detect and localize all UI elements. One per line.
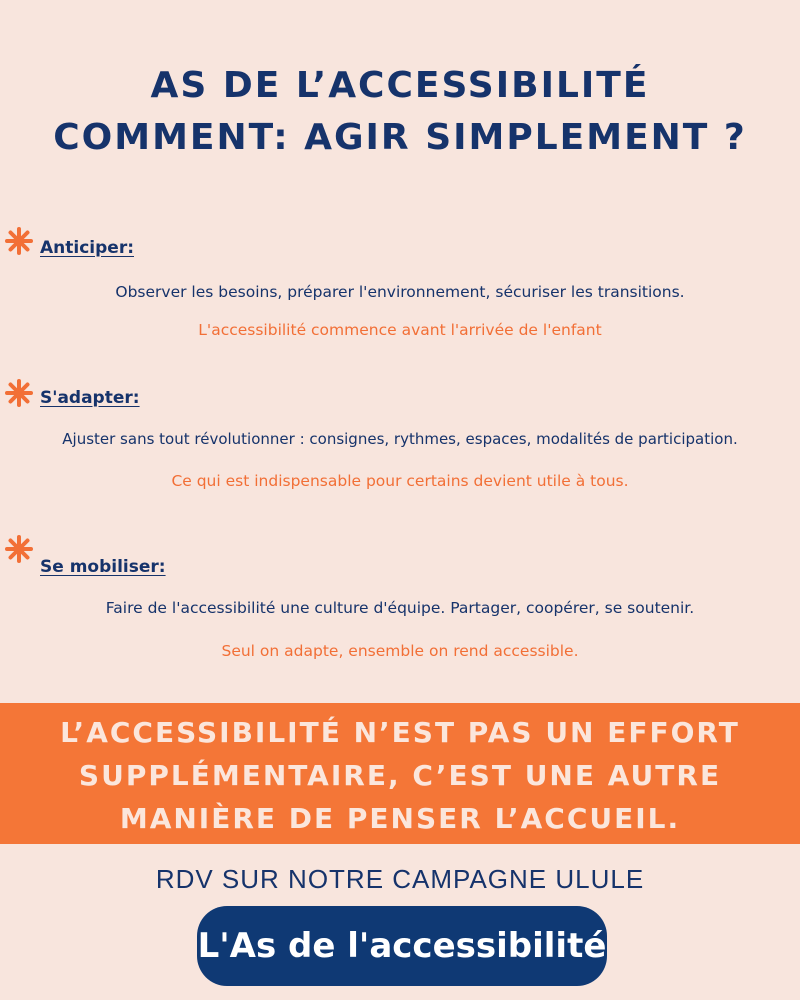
star-icon xyxy=(4,534,34,564)
section-heading: S'adapter: xyxy=(40,388,140,408)
star-icon xyxy=(4,226,34,256)
section-accent: Seul on adapte, ensemble on rend accessible. xyxy=(221,642,579,660)
section-text: Faire de l'accessibilité une culture d'équipe. Partager, coopérer, se soutenir. xyxy=(105,599,695,617)
section-accent: L'accessibilité commence avant l'arrivée de l'enfant xyxy=(198,321,602,339)
section-heading: Se mobiliser: xyxy=(40,557,166,577)
title-line-1: AS DE L’ACCESSIBILITÉ xyxy=(150,65,650,106)
banner-line-2: SUPPLÉMENTAIRE, C’EST UNE AUTRE xyxy=(78,759,722,792)
banner-line-1: L’ACCESSIBILITÉ N’EST PAS UN EFFORT xyxy=(60,716,740,749)
section-text: Observer les besoins, préparer l'environnement, sécuriser les transitions. xyxy=(115,283,685,301)
section-accent: Ce qui est indispensable pour certains devient utile à tous. xyxy=(171,472,629,490)
banner-line-3: MANIÈRE DE PENSER L’ACCUEIL. xyxy=(119,802,681,835)
section-heading: Anticiper: xyxy=(40,238,134,258)
title-line-2: COMMENT: AGIR SIMPLEMENT ? xyxy=(53,117,747,158)
section-text: Ajuster sans tout révolutionner : consignes, rythmes, espaces, modalités de participation. xyxy=(62,430,738,448)
campaign-callout: RDV SUR NOTRE CAMPAGNE ULULE xyxy=(155,864,645,894)
campaign-button[interactable]: L'As de l'accessibilité xyxy=(197,906,607,986)
star-icon xyxy=(4,378,34,408)
page-title xyxy=(0,60,800,164)
highlight-banner xyxy=(0,703,800,844)
